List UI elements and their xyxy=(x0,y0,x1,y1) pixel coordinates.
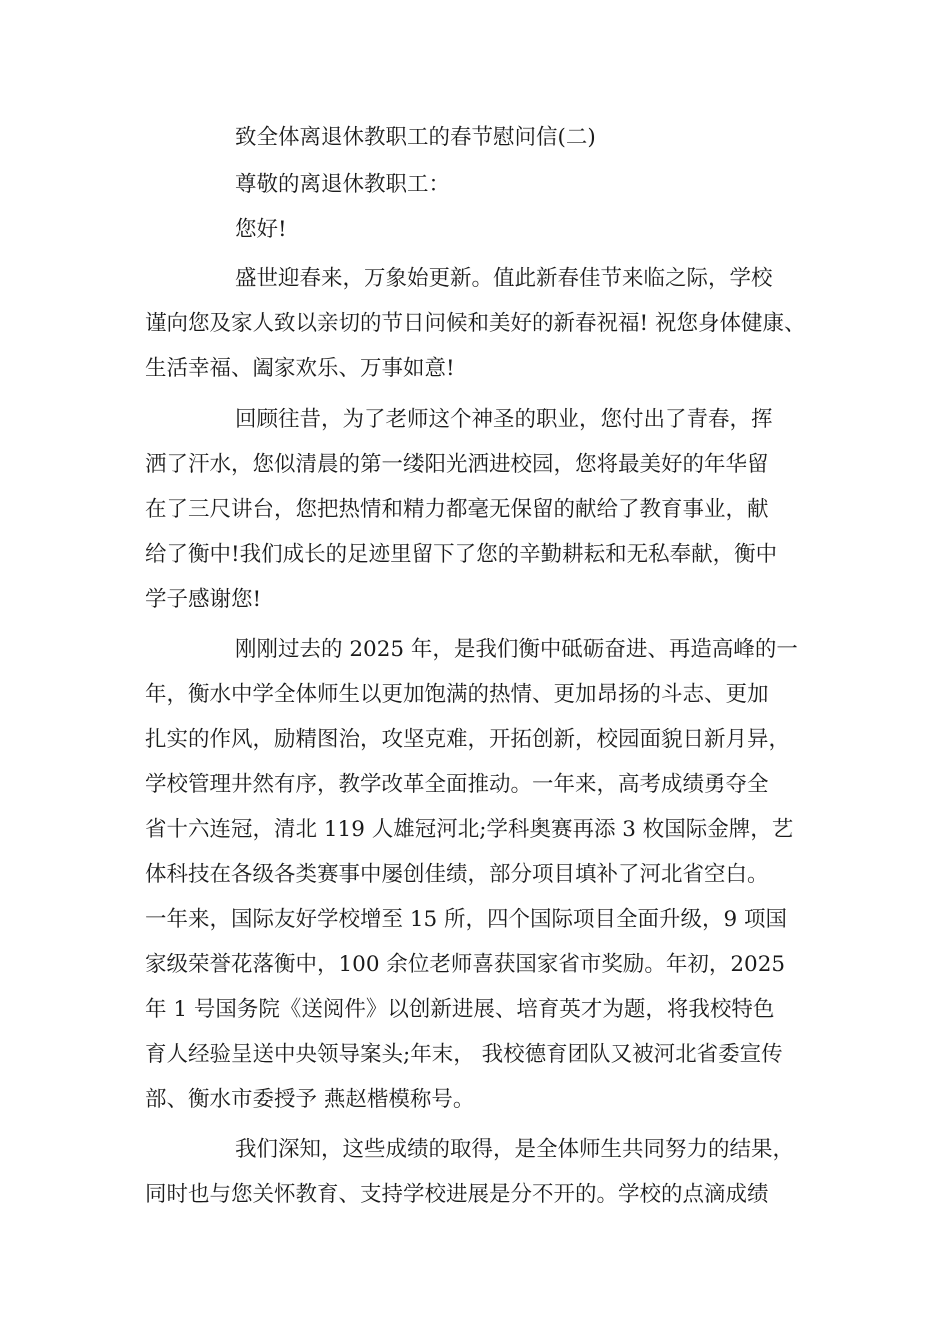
paragraph-line: 年 1 号国务院《送阅件》以创新进展、培育英才为题，将我校特色 xyxy=(145,997,775,1022)
paragraph-line: 回顾往昔，为了老师这个神圣的职业，您付出了青春，挥 xyxy=(235,407,773,432)
paragraph-line: 学子感谢您! xyxy=(145,587,262,612)
paragraph-line: 我们深知，这些成绩的取得，是全体师生共同努力的结果， xyxy=(235,1137,795,1162)
paragraph-line: 生活幸福、阖家欢乐、万事如意! xyxy=(145,356,455,381)
paragraph-line: 洒了汗水，您似清晨的第一缕阳光洒进校园，您将最美好的年华留 xyxy=(145,452,769,477)
paragraph-line: 省十六连冠，清北 119 人雄冠河北;学科奥赛再添 3 枚国际金牌，艺 xyxy=(145,817,794,842)
paragraph-line: 学校管理井然有序，教学改革全面推动。一年来，高考成绩勇夺全 xyxy=(145,772,769,797)
letter-title: 致全体离退休教职工的春节慰问信(二) xyxy=(235,125,596,150)
paragraph-line: 一年来，国际友好学校增至 15 所，四个国际项目全面升级，9 项国 xyxy=(145,907,788,932)
paragraph-line: 育人经验呈送中央领导案头;年末， 我校德育团队又被河北省委宣传 xyxy=(145,1042,783,1067)
paragraph-line: 给了衡中!我们成长的足迹里留下了您的辛勤耕耘和无私奉献，衡中 xyxy=(145,542,778,567)
paragraph-line: 谨向您及家人致以亲切的节日问候和美好的新春祝福! 祝您身体健康、 xyxy=(145,311,806,336)
paragraph-line: 盛世迎春来，万象始更新。值此新春佳节来临之际，学校 xyxy=(235,266,773,291)
paragraph-line: 刚刚过去的 2025 年，是我们衡中砥砺奋进、再造高峰的一 xyxy=(235,637,798,662)
paragraph-line: 年，衡水中学全体师生以更加饱满的热情、更加昂扬的斗志、更加 xyxy=(145,682,769,707)
paragraph-line: 部、衡水市委授予 燕赵楷模称号。 xyxy=(145,1087,475,1112)
paragraph-line: 家级荣誉花落衡中，100 余位老师喜获国家省市奖励。年初，2025 xyxy=(145,952,786,977)
paragraph-line: 体科技在各级各类赛事中屡创佳绩，部分项目填补了河北省空白。 xyxy=(145,862,769,887)
paragraph-line: 在了三尺讲台，您把热情和精力都毫无保留的献给了教育事业，献 xyxy=(145,497,769,522)
paragraph-line: 扎实的作风，励精图治，攻坚克难，开拓创新，校园面貌日新月异， xyxy=(145,727,791,752)
salutation: 尊敬的离退休教职工： xyxy=(235,172,451,197)
paragraph-line: 同时也与您关怀教育、支持学校进展是分不开的。学校的点滴成绩 xyxy=(145,1182,769,1207)
greeting: 您好! xyxy=(235,217,287,242)
